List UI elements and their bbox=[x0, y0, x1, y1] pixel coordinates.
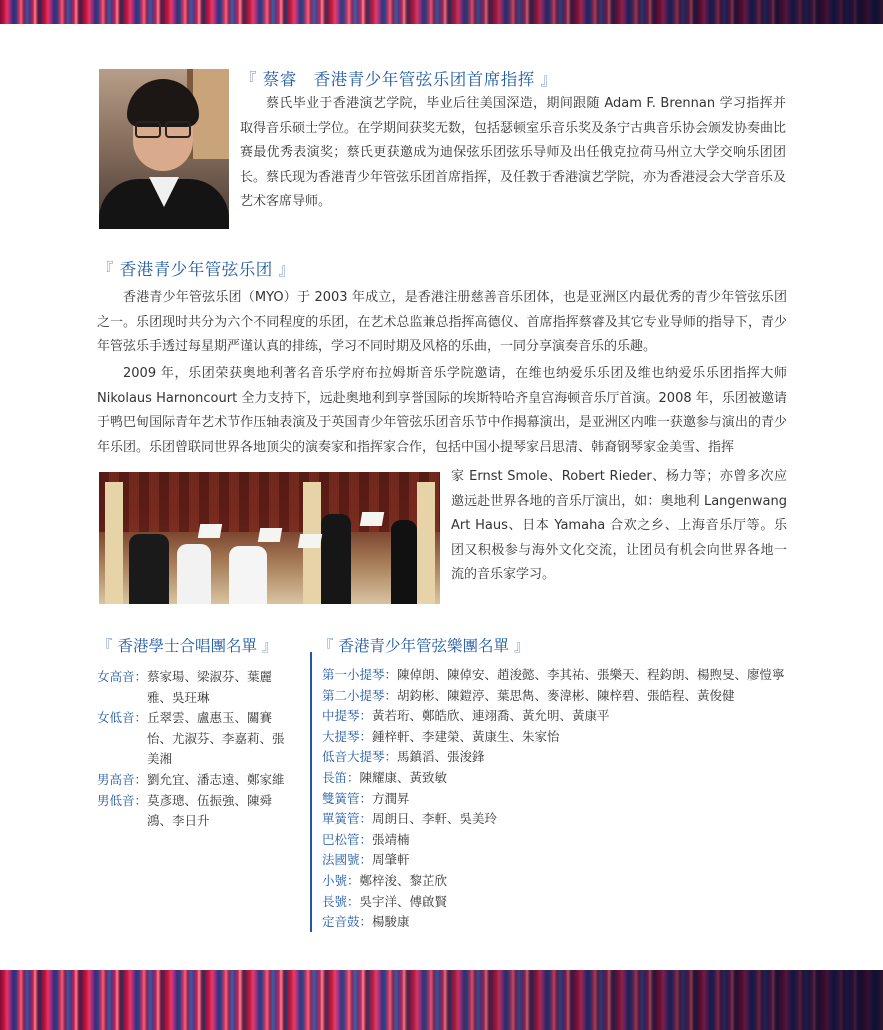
list-item bbox=[322, 768, 802, 789]
conductor-portrait bbox=[99, 69, 229, 229]
instrument-label: 第二小提琴： bbox=[322, 687, 398, 703]
choir-heading: 『 香港學士合唱團名單 』 bbox=[97, 637, 278, 655]
voice-part-label: 女高音： bbox=[97, 669, 148, 684]
instrument-label: 定音鼓： bbox=[322, 914, 373, 930]
member-names: 楊駿康 bbox=[372, 914, 410, 930]
member-names: 周肇軒 bbox=[372, 852, 410, 868]
instrument-label: 小號： bbox=[322, 872, 360, 888]
member-names: 莫彥璁、伍振強、陳舜鴻、李日升 bbox=[147, 792, 273, 829]
voice-part-label: 男低音： bbox=[97, 792, 148, 808]
instrument-label: 單簧管： bbox=[322, 811, 373, 827]
instrument-label: 第一小提琴： bbox=[322, 667, 398, 682]
instrument-label: 巴松管： bbox=[322, 831, 373, 847]
roster-divider bbox=[310, 652, 312, 932]
list-item bbox=[322, 830, 802, 851]
list-item bbox=[322, 789, 802, 810]
conductor-heading: 『 蔡睿 香港青少年管弦乐团首席指挥 』 bbox=[240, 70, 558, 89]
orchestra-paragraph-1: 香港青少年管弦乐团（MYO）于 2003 年成立，是香港注册慈善音乐团体，也是亚洲区内最优秀的青少年管弦乐团之一。乐团现时共分为六个不同程度的乐团，在艺术总监兼总指挥高德仪、首席指挥蔡睿及其它专业导师的指导下，青少年管弦乐手透过每星期严谨认真的排练，学习不同时期及风格的乐曲，一同分享演奏音乐的乐趣。 bbox=[97, 290, 787, 355]
orchestra-concert-photo bbox=[99, 472, 440, 604]
top-color-stripe bbox=[0, 0, 883, 24]
list-item bbox=[322, 892, 802, 913]
member-names: 胡鈞彬、陳鎧渟、葉思雋、麥湋彬、陳梓碧、張皓程、黃俊健 bbox=[397, 687, 735, 703]
list-item bbox=[322, 727, 802, 748]
member-names: 劉允宜、潘志遠、鄭家維 bbox=[147, 771, 285, 787]
member-names: 鍾梓軒、李建榮、黃康生、朱家怡 bbox=[372, 728, 560, 744]
list-item bbox=[322, 665, 802, 686]
list-item bbox=[322, 912, 802, 933]
orchestra-roster-list bbox=[322, 665, 802, 933]
member-names: 黃若珩、鄭皓欣、連翊喬、黃允明、黃康平 bbox=[372, 708, 610, 724]
orchestra-heading: 『 香港青少年管弦乐团 』 bbox=[97, 260, 296, 279]
member-names: 陳耀康、黃致敏 bbox=[359, 769, 448, 785]
member-names: 蔡家瑒、梁淑芬、葉麗雅、吳玨琳 bbox=[147, 669, 273, 705]
orchestra-paragraph-2-continued: 家 Ernst Smole、Robert Rieder、杨力等；亦曾多次应邀远赴世界各地的音乐厅演出，如：奥地利 Langenwang Art Haus、日本 Yamaha 合欢之乡、上海音乐厅等。乐团又积极参与海外文化交流，让团员有机会向世界各地一流的音乐家学习。 bbox=[451, 469, 787, 583]
conductor-bio: 蔡氏毕业于香港演艺学院，毕业后往美国深造，期间跟随 Adam F. Brennan 学习指挥并取得音乐硕士学位。在学期间获奖无数，包括瑟顿室乐音乐奖及条宁古典音乐协会颁发协奏曲比赛最优秀表演奖；蔡氏更获邀成为迪保弦乐团弦乐导师及出任俄克拉荷马州立大学交响乐团团长。蔡氏现为香港青少年管弦乐团首席指挥，及任教于香港演艺学院，亦为香港浸会大学音乐及艺术客席导师。 bbox=[240, 96, 787, 210]
member-names: 吳宇洋、傅啟賢 bbox=[359, 893, 448, 909]
list-item bbox=[322, 809, 802, 830]
list-item bbox=[97, 770, 297, 791]
list-item bbox=[97, 708, 297, 770]
list-item bbox=[322, 850, 802, 871]
member-names: 鄭梓浚、黎芷欣 bbox=[359, 872, 448, 888]
instrument-label: 法國號： bbox=[322, 852, 373, 868]
instrument-label: 長號： bbox=[322, 893, 360, 909]
list-item bbox=[322, 706, 802, 727]
orchestra-paragraph-2: 2009 年，乐团荣获奥地利著名音乐学府布拉姆斯音乐学院邀请，在维也纳爱乐乐团及维也纳爱乐乐团指挥大师 Nikolaus Harnoncourt 全力支持下，远赴奥地利到享誉国际的埃斯特哈齐皇宫海顿音乐厅首演。2008 年，乐团被邀请于鸭巴甸国际青年艺术节作压轴表演及于英国青少年管弦乐团音乐节中作揭幕演出，是亚洲区内唯一获邀参与演出的青少年乐团。乐团曾联同世界各地顶尖的演奏家和指挥家合作，包括中国小提琴家吕思清、韩裔钢琴家金美雪、指挥 bbox=[97, 366, 787, 455]
list-item bbox=[97, 791, 297, 832]
voice-part-label: 男高音： bbox=[97, 771, 148, 787]
bottom-color-stripe bbox=[0, 970, 883, 1030]
member-names: 張靖楠 bbox=[372, 831, 410, 847]
instrument-label: 長笛： bbox=[322, 769, 360, 785]
voice-part-label: 女低音： bbox=[97, 710, 148, 726]
member-names: 馬鎮滔、張浚鋒 bbox=[397, 749, 485, 765]
list-item bbox=[322, 686, 802, 707]
roster-heading: 『 香港青少年管弦樂團名單 』 bbox=[318, 637, 530, 655]
instrument-label: 低音大提琴： bbox=[322, 749, 398, 765]
list-item bbox=[322, 871, 802, 892]
list-item bbox=[97, 667, 297, 708]
member-names: 丘翠雲、盧惠玉、關賽怡、尤淑芬、李嘉莉、張美湘 bbox=[147, 710, 285, 767]
member-names: 周朗日、李軒、吳美玲 bbox=[372, 811, 498, 827]
instrument-label: 中提琴： bbox=[322, 708, 373, 724]
list-item bbox=[322, 747, 802, 768]
member-names: 陳倬朗、陳倬安、趙浚懿、李其祐、張樂天、程鈞朗、楊煦旻、廖愷寧 bbox=[397, 667, 785, 682]
instrument-label: 大提琴： bbox=[322, 728, 373, 744]
choir-list bbox=[97, 667, 297, 832]
member-names: 方潤昇 bbox=[372, 790, 410, 806]
instrument-label: 雙簧管： bbox=[322, 790, 373, 806]
